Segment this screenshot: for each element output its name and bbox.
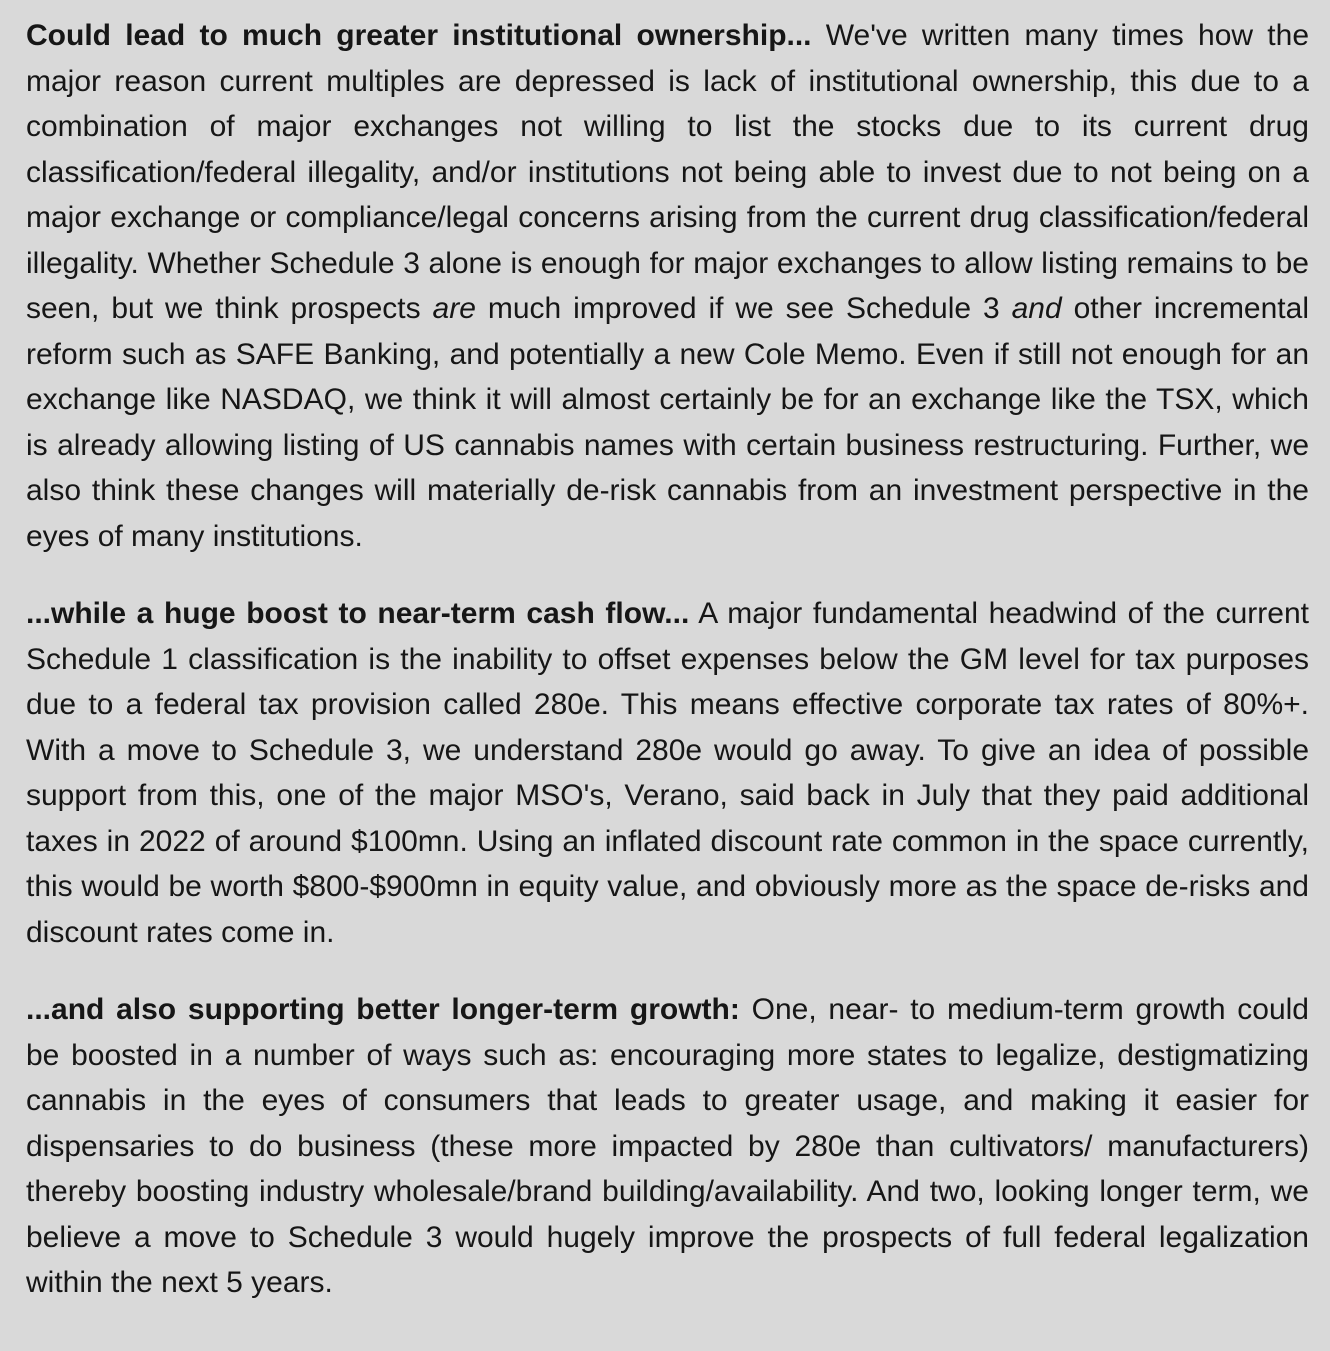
paragraph-lead: ...while a huge boost to near-term cash flow... [26,597,690,630]
emphasis-text: are [432,292,476,325]
emphasis-text: and [1011,292,1062,325]
paragraph-lead: ...and also supporting better longer-term growth: [26,993,740,1026]
paragraph-text: A major fundamental headwind of the current Schedule 1 classification is the inability to offset expenses below the GM level for tax purposes due to a federal tax provision called 280e. This means effective corporate tax rates of 80%+. With a move to Schedule 3, we understand 280e would go away. To give an idea of possible support from this, one of the major MSO's, Verano, said back in July that they paid additional taxes in 2022 of around $100mn. Using an inflated discount rate common in the space currently, this would be worth $800-$900mn in equity value, and obviously more as the space de-risks and discount rates come in. [26,597,1309,949]
paragraph-text: much improved if we see Schedule 3 [475,292,1012,325]
paragraph-lead: Could lead to much greater institutional ownership... [26,19,812,52]
paragraph-text: other incremental reform such as SAFE Banking, and potentially a new Cole Memo. Even if still not enough for an exchange like NASDAQ, we think it will almost certainly be for an exchange like the TSX, which is already allowing listing of US cannabis names with certain business restructuring. Further, we also think these changes will materially de-risk cannabis from an investment perspective in the eyes of many institutions. [26,292,1309,553]
paragraph-longer-term-growth [26,987,1309,1306]
paragraph-cash-flow [26,591,1309,955]
paragraph-text: We've written many times how the major reason current multiples are depressed is lack of institutional ownership, this due to a combination of major exchanges not willing to list the stocks due to its current drug classification/federal illegality, and/or institutions not being able to invest due to not being on a major exchange or compliance/legal concerns arising from the current drug classification/federal illegality. Whether Schedule 3 alone is enough for major exchanges to allow listing remains to be seen, but we think prospects [26,19,1310,325]
paragraph-text: One, near- to medium-term growth could be boosted in a number of ways such as: encouraging more states to legalize, destigmatizing cannabis in the eyes of consumers that leads to greater usage, and making it easier for dispensaries to do business (these more impacted by 280e than cultivators/ manufacturers) thereby boosting industry wholesale/brand building/availability. And two, looking longer term, we believe a move to Schedule 3 would hugely improve the prospects of full federal legalization within the next 5 years. [26,993,1309,1299]
paragraph-institutional-ownership [26,13,1309,559]
